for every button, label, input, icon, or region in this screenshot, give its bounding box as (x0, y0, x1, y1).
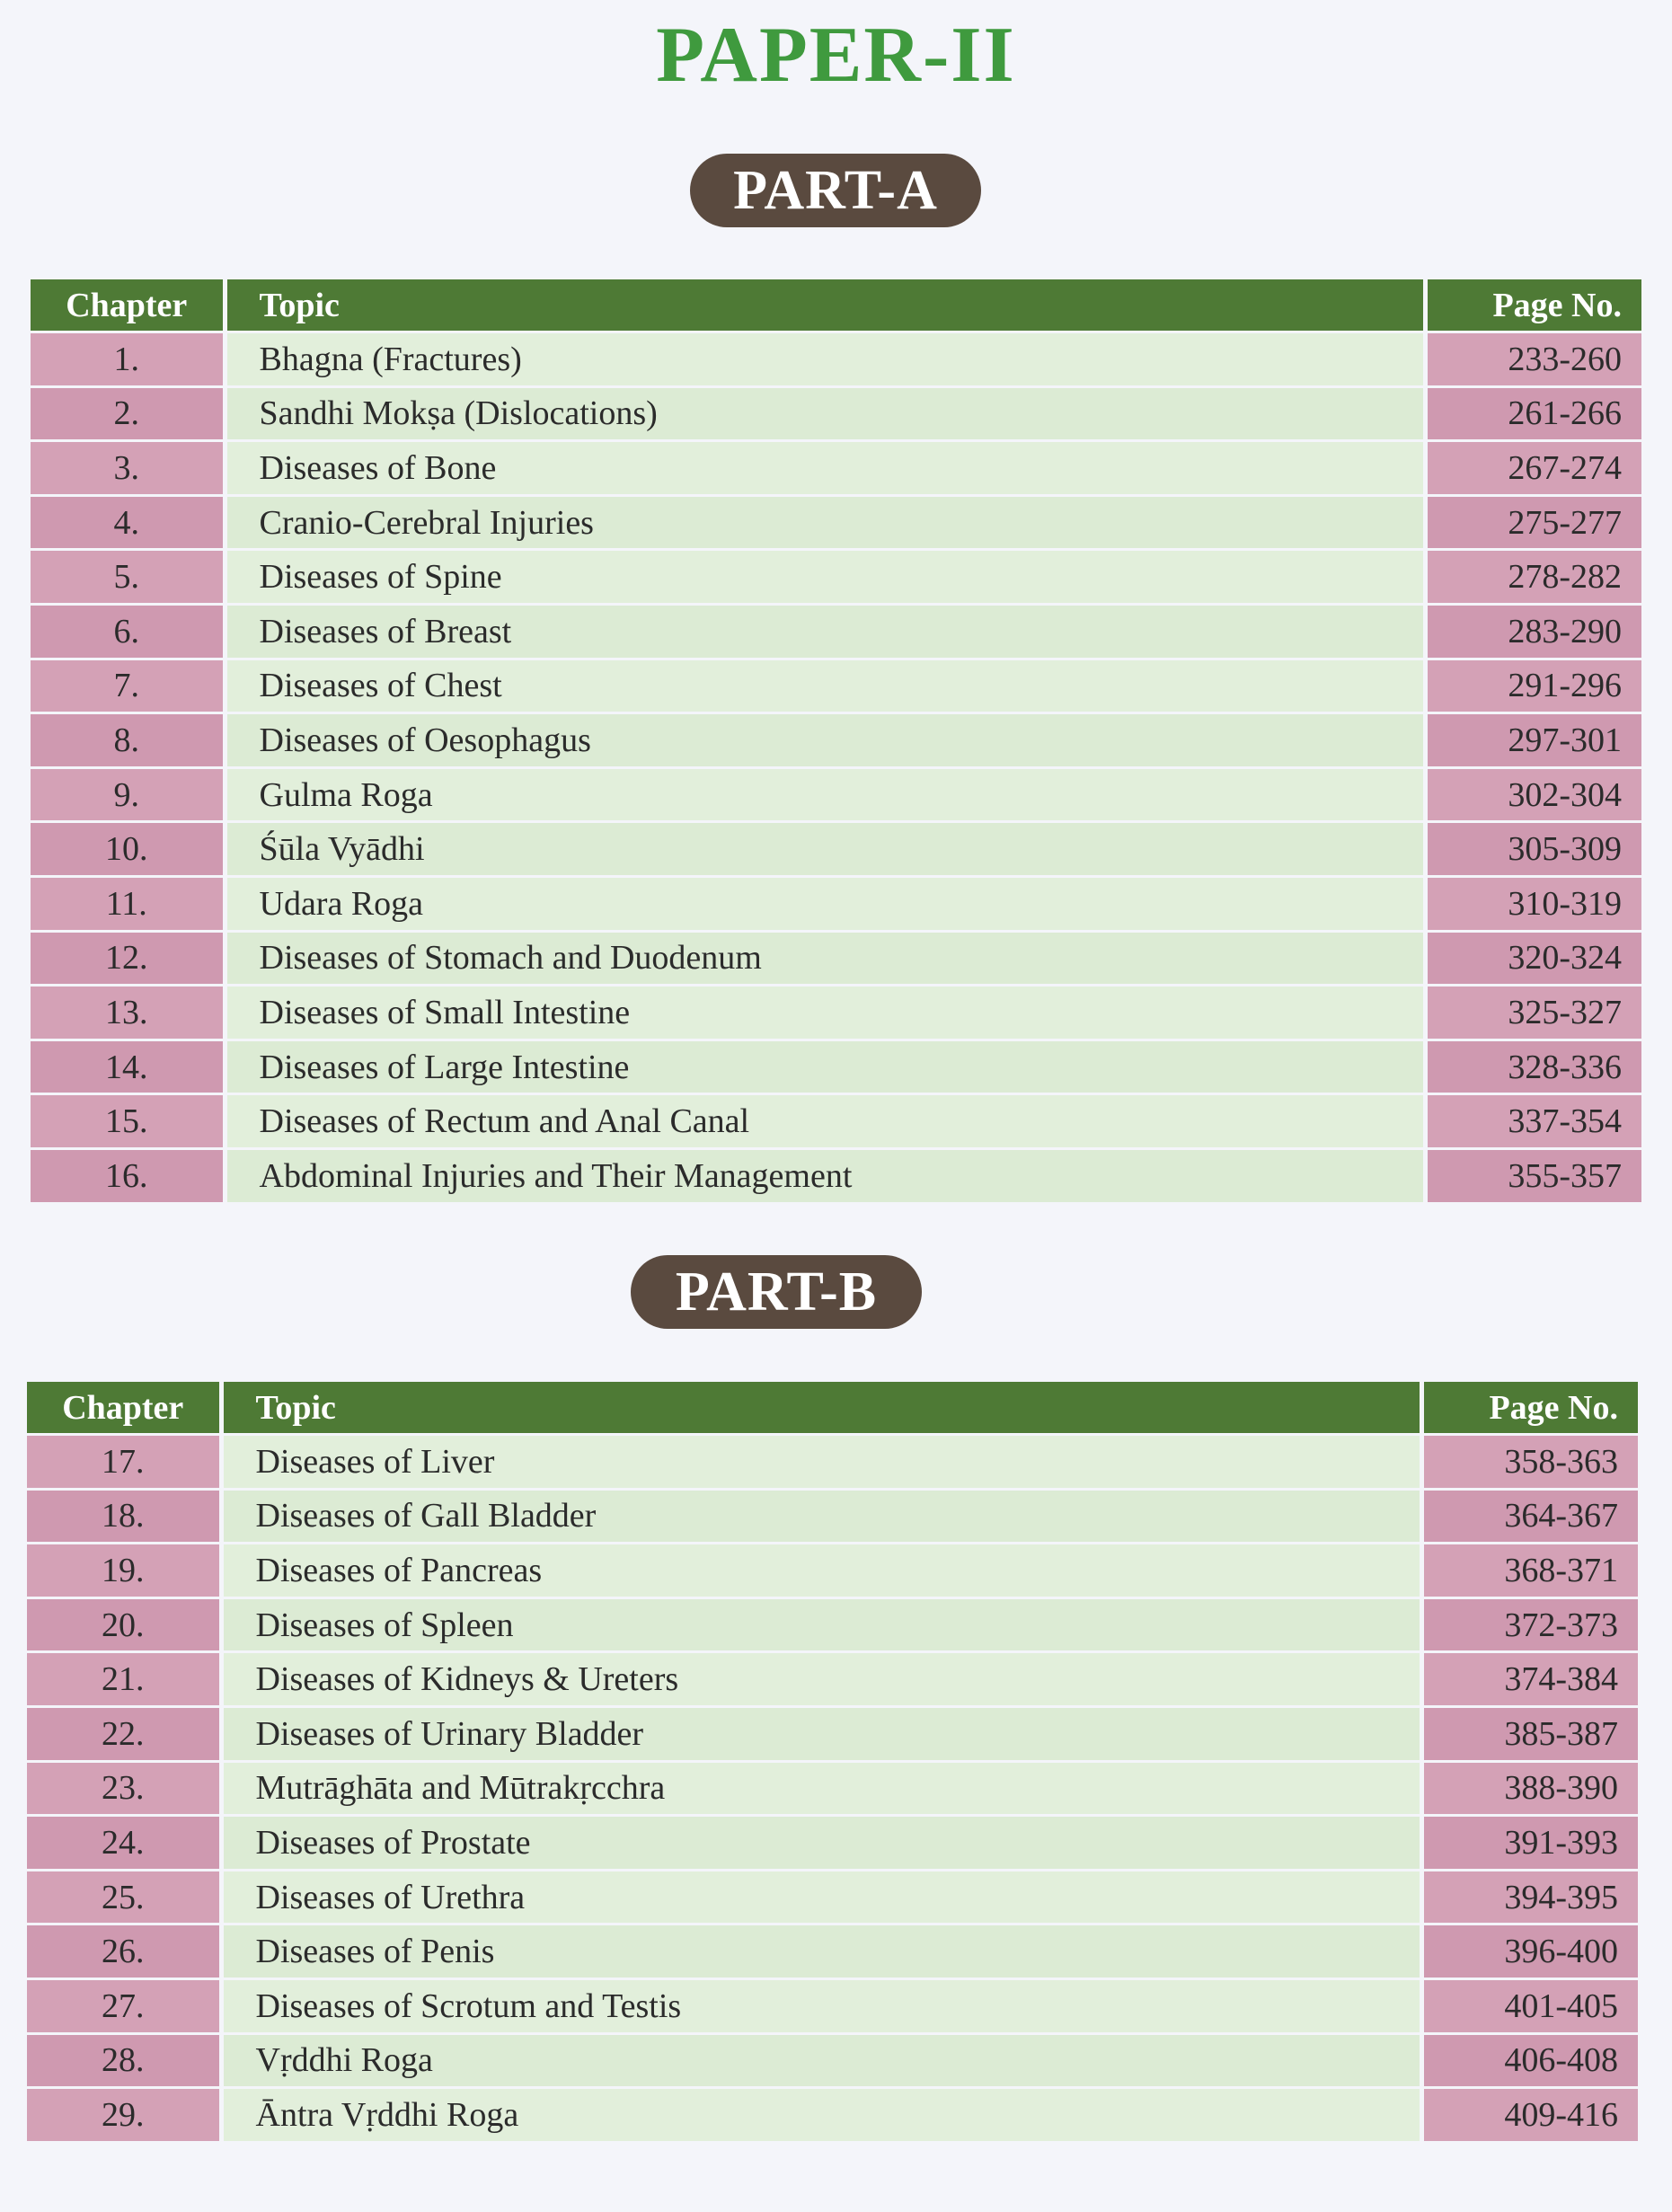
chapter-number: 20. (27, 1597, 221, 1652)
table-row (31, 931, 1641, 986)
page-range: 358-363 (1421, 1435, 1638, 1490)
topic-title: Abdominal Injuries and Their Management (225, 1148, 1425, 1201)
page-range: 337-354 (1425, 1094, 1641, 1149)
chapter-number: 19. (27, 1544, 221, 1598)
chapter-number: 5. (31, 550, 225, 605)
table-header-row (31, 279, 1641, 332)
table-row (27, 1706, 1638, 1761)
topic-title: Diseases of Chest (225, 659, 1425, 713)
page-range: 396-400 (1421, 1924, 1638, 1979)
chapter-number: 3. (31, 441, 225, 496)
table-row (27, 1761, 1638, 1816)
chapter-number: 17. (27, 1435, 221, 1490)
chapter-number: 9. (31, 767, 225, 822)
chapter-number: 4. (31, 495, 225, 550)
topic-title: Sandhi Mokṣa (Dislocations) (225, 386, 1425, 441)
table-row (27, 1435, 1638, 1490)
table-row (31, 986, 1641, 1040)
topic-title: Diseases of Stomach and Duodenum (225, 931, 1425, 986)
chapter-number: 16. (31, 1148, 225, 1201)
table-row (31, 659, 1641, 713)
page-range: 409-416 (1421, 2088, 1638, 2141)
chapter-number: 13. (31, 986, 225, 1040)
chapter-header: Chapter (31, 279, 225, 332)
topic-title: Vṛddhi Roga (221, 2033, 1421, 2088)
page-range: 278-282 (1425, 550, 1641, 605)
table-row (31, 386, 1641, 441)
topic-title: Diseases of Oesophagus (225, 713, 1425, 768)
page-range: 261-266 (1425, 386, 1641, 441)
chapter-number: 2. (31, 386, 225, 441)
topic-title: Diseases of Rectum and Anal Canal (225, 1094, 1425, 1149)
table-row (27, 1489, 1638, 1544)
chapter-number: 27. (27, 1978, 221, 2033)
table-row (27, 1978, 1638, 2033)
topic-title: Cranio-Cerebral Injuries (225, 495, 1425, 550)
table-row (31, 441, 1641, 496)
topic-title: Diseases of Gall Bladder (221, 1489, 1421, 1544)
topic-title: Diseases of Spleen (221, 1597, 1421, 1652)
table-row (31, 550, 1641, 605)
chapter-number: 8. (31, 713, 225, 768)
table-row (27, 1870, 1638, 1924)
table-row (27, 1597, 1638, 1652)
chapter-number: 1. (31, 332, 225, 387)
page-range: 394-395 (1421, 1870, 1638, 1924)
table-row (27, 1544, 1638, 1598)
table-row (31, 876, 1641, 931)
topic-title: Āntra Vṛddhi Roga (221, 2088, 1421, 2141)
topic-title: Diseases of Breast (225, 604, 1425, 659)
topic-title: Diseases of Pancreas (221, 1544, 1421, 1598)
table-row (27, 1924, 1638, 1979)
chapter-number: 18. (27, 1489, 221, 1544)
table-row (27, 1652, 1638, 1707)
table-header-row (27, 1382, 1638, 1435)
page-range: 297-301 (1425, 713, 1641, 768)
chapter-number: 25. (27, 1870, 221, 1924)
page-range: 233-260 (1425, 332, 1641, 387)
part-b-table (27, 1382, 1638, 2141)
table-row (27, 2033, 1638, 2088)
table-row (31, 767, 1641, 822)
chapter-number: 12. (31, 931, 225, 986)
topic-title: Diseases of Spine (225, 550, 1425, 605)
table-row (31, 332, 1641, 387)
table-row (31, 604, 1641, 659)
page-range: 385-387 (1421, 1706, 1638, 1761)
topic-title: Diseases of Scrotum and Testis (221, 1978, 1421, 2033)
page-range: 302-304 (1425, 767, 1641, 822)
page-range: 291-296 (1425, 659, 1641, 713)
page-range: 310-319 (1425, 876, 1641, 931)
chapter-number: 24. (27, 1816, 221, 1871)
page-range: 328-336 (1425, 1040, 1641, 1094)
topic-title: Diseases of Urinary Bladder (221, 1706, 1421, 1761)
chapter-number: 7. (31, 659, 225, 713)
page-range: 364-367 (1421, 1489, 1638, 1544)
chapter-number: 11. (31, 876, 225, 931)
topic-title: Diseases of Large Intestine (225, 1040, 1425, 1094)
topic-title: Śūla Vyādhi (225, 822, 1425, 877)
topic-title: Gulma Roga (225, 767, 1425, 822)
page-range: 267-274 (1425, 441, 1641, 496)
page-range: 391-393 (1421, 1816, 1638, 1871)
table-row (31, 1040, 1641, 1094)
chapter-number: 6. (31, 604, 225, 659)
topic-header: Topic (221, 1382, 1421, 1435)
page-range: 372-373 (1421, 1597, 1638, 1652)
topic-title: Diseases of Kidneys & Ureters (221, 1652, 1421, 1707)
page-range: 406-408 (1421, 2033, 1638, 2088)
page-range: 374-384 (1421, 1652, 1638, 1707)
page-header: Page No. (1421, 1382, 1638, 1435)
chapter-number: 22. (27, 1706, 221, 1761)
page-range: 275-277 (1425, 495, 1641, 550)
topic-title: Diseases of Liver (221, 1435, 1421, 1490)
page-range: 325-327 (1425, 986, 1641, 1040)
topic-title: Mutrāghāta and Mūtrakṛcchra (221, 1761, 1421, 1816)
chapter-number: 10. (31, 822, 225, 877)
topic-title: Diseases of Small Intestine (225, 986, 1425, 1040)
chapter-number: 29. (27, 2088, 221, 2141)
page-range: 355-357 (1425, 1148, 1641, 1201)
table-row (27, 1816, 1638, 1871)
topic-title: Diseases of Prostate (221, 1816, 1421, 1871)
table-row (31, 822, 1641, 877)
chapter-number: 26. (27, 1924, 221, 1979)
part-a-table (31, 279, 1641, 1202)
topic-title: Diseases of Bone (225, 441, 1425, 496)
topic-title: Bhagna (Fractures) (225, 332, 1425, 387)
topic-title: Diseases of Urethra (221, 1870, 1421, 1924)
table-row (31, 495, 1641, 550)
page-range: 305-309 (1425, 822, 1641, 877)
page-header: Page No. (1425, 279, 1641, 332)
page-range: 401-405 (1421, 1978, 1638, 2033)
page-range: 283-290 (1425, 604, 1641, 659)
topic-header: Topic (225, 279, 1425, 332)
table-row (27, 2088, 1638, 2141)
chapter-number: 23. (27, 1761, 221, 1816)
chapter-number: 21. (27, 1652, 221, 1707)
chapter-number: 28. (27, 2033, 221, 2088)
paper-title: PAPER-II (656, 12, 1016, 99)
topic-title: Udara Roga (225, 876, 1425, 931)
chapter-header: Chapter (27, 1382, 221, 1435)
part-b-badge: PART-B (631, 1255, 922, 1329)
chapter-number: 15. (31, 1094, 225, 1149)
table-row (31, 1148, 1641, 1201)
page-range: 368-371 (1421, 1544, 1638, 1598)
page-range: 320-324 (1425, 931, 1641, 986)
part-a-badge: PART-A (690, 154, 981, 227)
chapter-number: 14. (31, 1040, 225, 1094)
table-row (31, 1094, 1641, 1149)
table-row (31, 713, 1641, 768)
topic-title: Diseases of Penis (221, 1924, 1421, 1979)
page-range: 388-390 (1421, 1761, 1638, 1816)
